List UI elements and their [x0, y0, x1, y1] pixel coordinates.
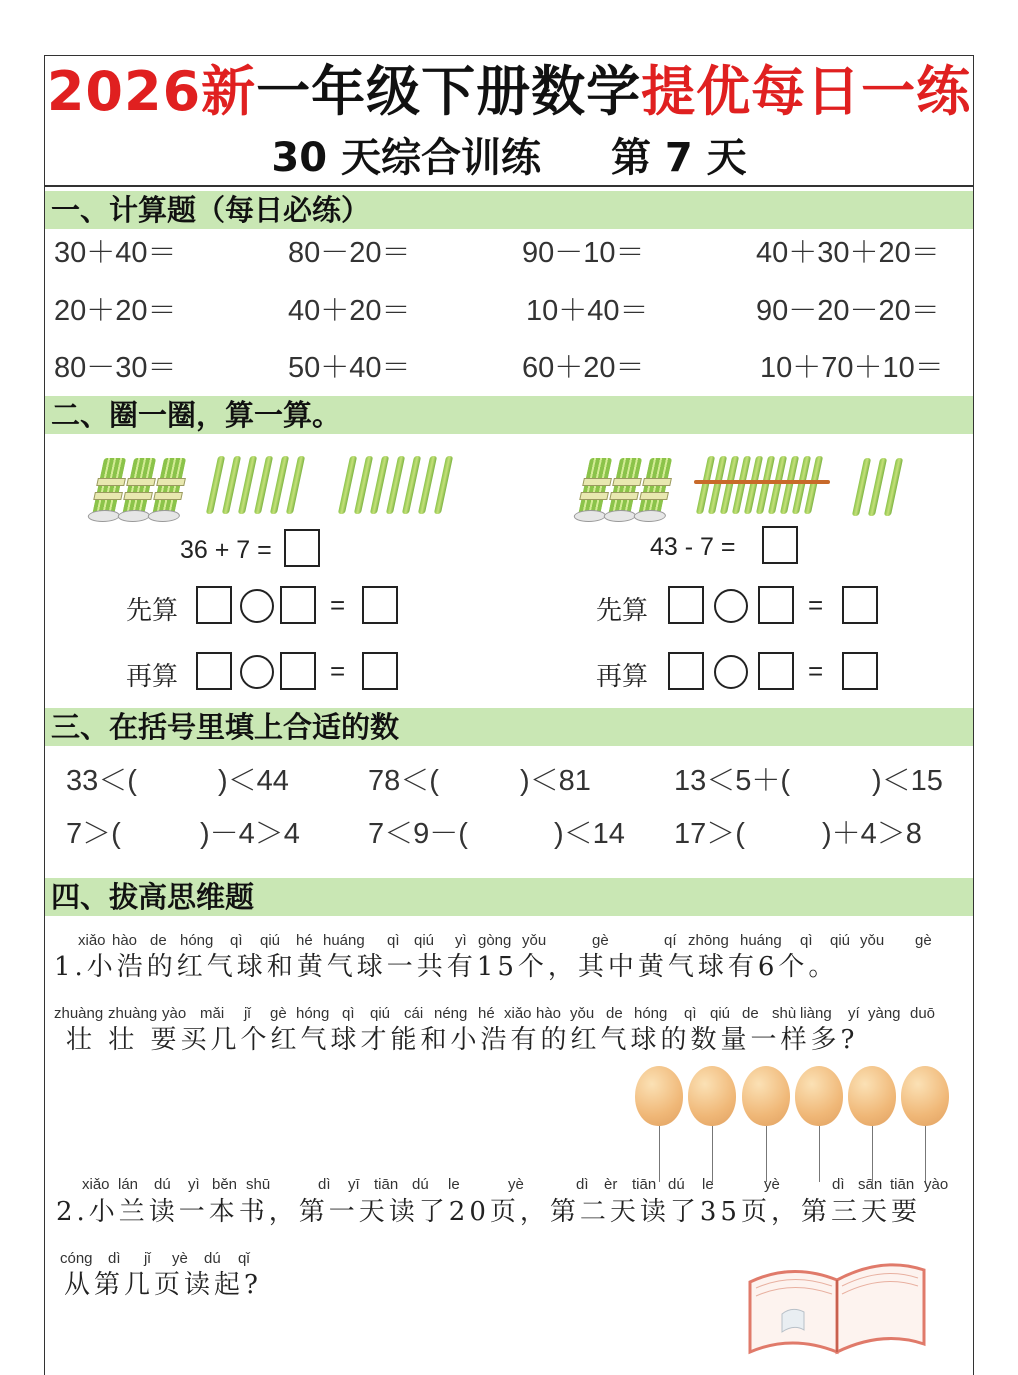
pinyin: hào — [112, 932, 138, 949]
section-think-header — [45, 878, 973, 916]
pinyin: dì — [108, 1250, 121, 1267]
balloon-icon — [848, 1066, 896, 1126]
equals-sign: = — [330, 656, 346, 686]
pinyin: huáng — [740, 932, 782, 949]
answer-box[interactable] — [362, 652, 398, 690]
pinyin: běn — [212, 1176, 238, 1193]
pinyin: cóng — [60, 1250, 93, 1267]
calc-item: 80－20＝ — [288, 237, 411, 269]
answer-box[interactable] — [362, 586, 398, 624]
calc-item: 50＋40＝ — [288, 352, 411, 384]
balloon-string — [925, 1122, 926, 1182]
answer-box[interactable] — [842, 586, 878, 624]
pinyin: yī — [348, 1176, 360, 1193]
pinyin: dú — [204, 1250, 221, 1267]
pinyin: de — [606, 1005, 623, 1022]
title-practice: 提优每日一练 — [641, 60, 972, 123]
pinyin: yàng — [868, 1005, 901, 1022]
pinyin: duō — [910, 1005, 936, 1022]
pinyin: yè — [764, 1176, 780, 1193]
section-fill-title: 三、在括号里填上合适的数 — [51, 710, 400, 744]
balloon-string — [766, 1122, 767, 1182]
pinyin: qiú — [830, 932, 851, 949]
pinyin: le — [702, 1176, 714, 1193]
answer-box[interactable] — [284, 529, 320, 567]
pinyin: de — [742, 1005, 759, 1022]
pinyin: huáng — [323, 932, 365, 949]
pinyin: shù — [772, 1005, 797, 1022]
pinyin: yǒu — [860, 932, 885, 949]
calc-item: 60＋20＝ — [522, 352, 645, 384]
subtitle-day: 第 7 天 — [610, 135, 747, 181]
fill-right: )＜44 — [218, 765, 289, 797]
pinyin: yào — [162, 1005, 187, 1022]
pinyin: liàng — [800, 1005, 832, 1022]
equals-sign: = — [330, 590, 346, 620]
pinyin: yǒu — [522, 932, 547, 949]
pinyin: yè — [172, 1250, 188, 1267]
title-year: 2026 — [46, 60, 202, 123]
pinyin: zhuàng — [108, 1005, 158, 1022]
answer-box[interactable] — [758, 652, 794, 690]
cross-out-line — [694, 480, 830, 484]
calc-item: 20＋20＝ — [54, 295, 177, 327]
balloon-icon — [688, 1066, 736, 1126]
fill-right: )＜14 — [554, 818, 625, 850]
pinyin: gè — [592, 932, 609, 949]
q2-line-1: 2.小兰读一本书，第一天读了20页，第二天读了35页，第三天要 — [56, 1197, 921, 1227]
q2-line-2: 从第几页读起? — [64, 1270, 262, 1300]
section-fill-header — [45, 708, 973, 746]
pinyin: dú — [154, 1176, 171, 1193]
pinyin: qiú — [710, 1005, 731, 1022]
calc-item: 10＋70＋10＝ — [760, 352, 944, 384]
pinyin: qì — [342, 1005, 355, 1022]
equals-sign: = — [808, 590, 824, 620]
answer-box[interactable] — [758, 586, 794, 624]
pinyin: yè — [508, 1176, 524, 1193]
balloon-string — [819, 1122, 820, 1182]
page-title — [0, 60, 1018, 124]
answer-box[interactable] — [280, 586, 316, 624]
answer-box[interactable] — [196, 652, 232, 690]
answer-box[interactable] — [668, 652, 704, 690]
calc-item: 90－10＝ — [522, 237, 645, 269]
pinyin: qǐ — [238, 1250, 250, 1267]
pinyin: hóng — [296, 1005, 330, 1022]
pinyin: jǐ — [144, 1250, 151, 1267]
calc-item: 40＋30＋20＝ — [756, 237, 940, 269]
answer-box[interactable] — [842, 652, 878, 690]
pinyin: tiān — [632, 1176, 657, 1193]
pinyin: de — [150, 932, 167, 949]
operator-circle[interactable] — [240, 655, 274, 689]
pinyin: shū — [246, 1176, 271, 1193]
first-step-label: 先算 — [126, 595, 179, 625]
pinyin: èr — [604, 1176, 618, 1193]
pinyin: qì — [230, 932, 243, 949]
fill-right: )＋4＞8 — [822, 818, 922, 850]
pinyin: mǎi — [200, 1005, 225, 1022]
fill-left: 33＜( — [66, 765, 137, 797]
equals-sign: = — [808, 656, 824, 686]
pinyin: qiú — [414, 932, 435, 949]
q1-line-2: 壮 壮 要买几个红气球才能和小浩有的红气球的数量一样多? — [66, 1025, 859, 1055]
title-grade: 一年级下册数学 — [256, 60, 642, 123]
subtitle-training: 30 天综合训练 — [271, 135, 541, 181]
pinyin: xiǎo — [82, 1176, 110, 1193]
pinyin: xiǎo — [78, 932, 106, 949]
pinyin: qì — [800, 932, 813, 949]
page-subtitle — [0, 133, 1018, 183]
second-step-label: 再算 — [596, 661, 649, 691]
section-circle-header — [45, 396, 973, 434]
fill-left: 13＜5＋( — [674, 765, 791, 797]
pinyin: yào — [924, 1176, 949, 1193]
pinyin: dú — [668, 1176, 685, 1193]
pinyin: dì — [318, 1176, 331, 1193]
fill-left: 17＞( — [674, 818, 745, 850]
pinyin: yí — [848, 1005, 860, 1022]
section-circle-title: 二、圈一圈，算一算。 — [51, 398, 342, 432]
pinyin: qiú — [370, 1005, 391, 1022]
answer-box[interactable] — [668, 586, 704, 624]
pinyin: yì — [188, 1176, 200, 1193]
fill-left: 7＞( — [66, 818, 121, 850]
calc-item: 30＋40＝ — [54, 237, 177, 269]
balloon-icon — [795, 1066, 843, 1126]
balloon-icon — [742, 1066, 790, 1126]
pinyin: cái — [404, 1005, 424, 1022]
answer-box[interactable] — [196, 586, 232, 624]
pinyin: le — [448, 1176, 460, 1193]
open-book-icon — [742, 1252, 932, 1358]
pinyin: néng — [434, 1005, 468, 1022]
pinyin: zhuàng — [54, 1005, 104, 1022]
pinyin: qí — [664, 932, 677, 949]
q1-line-1: 1.小浩的红气球和黄气球一共有15个，其中黄气球有6个。 — [54, 952, 839, 982]
pinyin: hào — [536, 1005, 562, 1022]
pinyin: gè — [915, 932, 932, 949]
calc-item: 80－30＝ — [54, 352, 177, 384]
pinyin: gè — [270, 1005, 287, 1022]
operator-circle[interactable] — [714, 589, 748, 623]
balloon-string — [659, 1122, 660, 1182]
circle-right-equation: 43 - 7 = — [650, 533, 736, 561]
calc-item: 90－20－20＝ — [756, 295, 940, 327]
balloon-string — [712, 1122, 713, 1182]
fill-left: 7＜9－( — [368, 818, 468, 850]
pinyin: tiān — [890, 1176, 915, 1193]
fill-right: )＜81 — [520, 765, 591, 797]
balloon-icon — [635, 1066, 683, 1126]
header-divider — [44, 185, 974, 187]
pinyin: tiān — [374, 1176, 399, 1193]
calc-item: 40＋20＝ — [288, 295, 411, 327]
fill-right: )＜15 — [872, 765, 943, 797]
pinyin: hé — [296, 932, 313, 949]
second-step-label: 再算 — [126, 661, 179, 691]
pinyin: lán — [118, 1176, 139, 1193]
pinyin: dì — [576, 1176, 589, 1193]
circle-left-equation: 36 + 7 = — [180, 536, 272, 564]
operator-circle[interactable] — [714, 655, 748, 689]
answer-box[interactable] — [280, 652, 316, 690]
pinyin: yǒu — [570, 1005, 595, 1022]
answer-box[interactable] — [762, 526, 798, 564]
pinyin: jǐ — [244, 1005, 251, 1022]
pinyin: yì — [455, 932, 467, 949]
pinyin: dì — [832, 1176, 845, 1193]
section-calc-header — [45, 191, 973, 229]
fill-right: )－4＞4 — [200, 818, 300, 850]
pinyin: qiú — [260, 932, 281, 949]
balloon-icon — [901, 1066, 949, 1126]
calc-item: 10＋40＝ — [526, 295, 649, 327]
pinyin: hé — [478, 1005, 495, 1022]
pinyin: hóng — [180, 932, 214, 949]
pinyin: xiǎo — [504, 1005, 532, 1022]
balloon-string — [872, 1122, 873, 1182]
first-step-label: 先算 — [596, 595, 649, 625]
pinyin: gòng — [478, 932, 512, 949]
fill-left: 78＜( — [368, 765, 439, 797]
operator-circle[interactable] — [240, 589, 274, 623]
pinyin: dú — [412, 1176, 429, 1193]
pinyin: qì — [387, 932, 400, 949]
pinyin: qì — [684, 1005, 697, 1022]
section-calc-title: 一、计算题（每日必练） — [51, 193, 371, 227]
section-think-title: 四、拔高思维题 — [51, 880, 255, 914]
pinyin: zhōng — [688, 932, 729, 949]
title-new: 新 — [201, 60, 257, 123]
pinyin: sān — [858, 1176, 883, 1193]
pinyin: hóng — [634, 1005, 668, 1022]
